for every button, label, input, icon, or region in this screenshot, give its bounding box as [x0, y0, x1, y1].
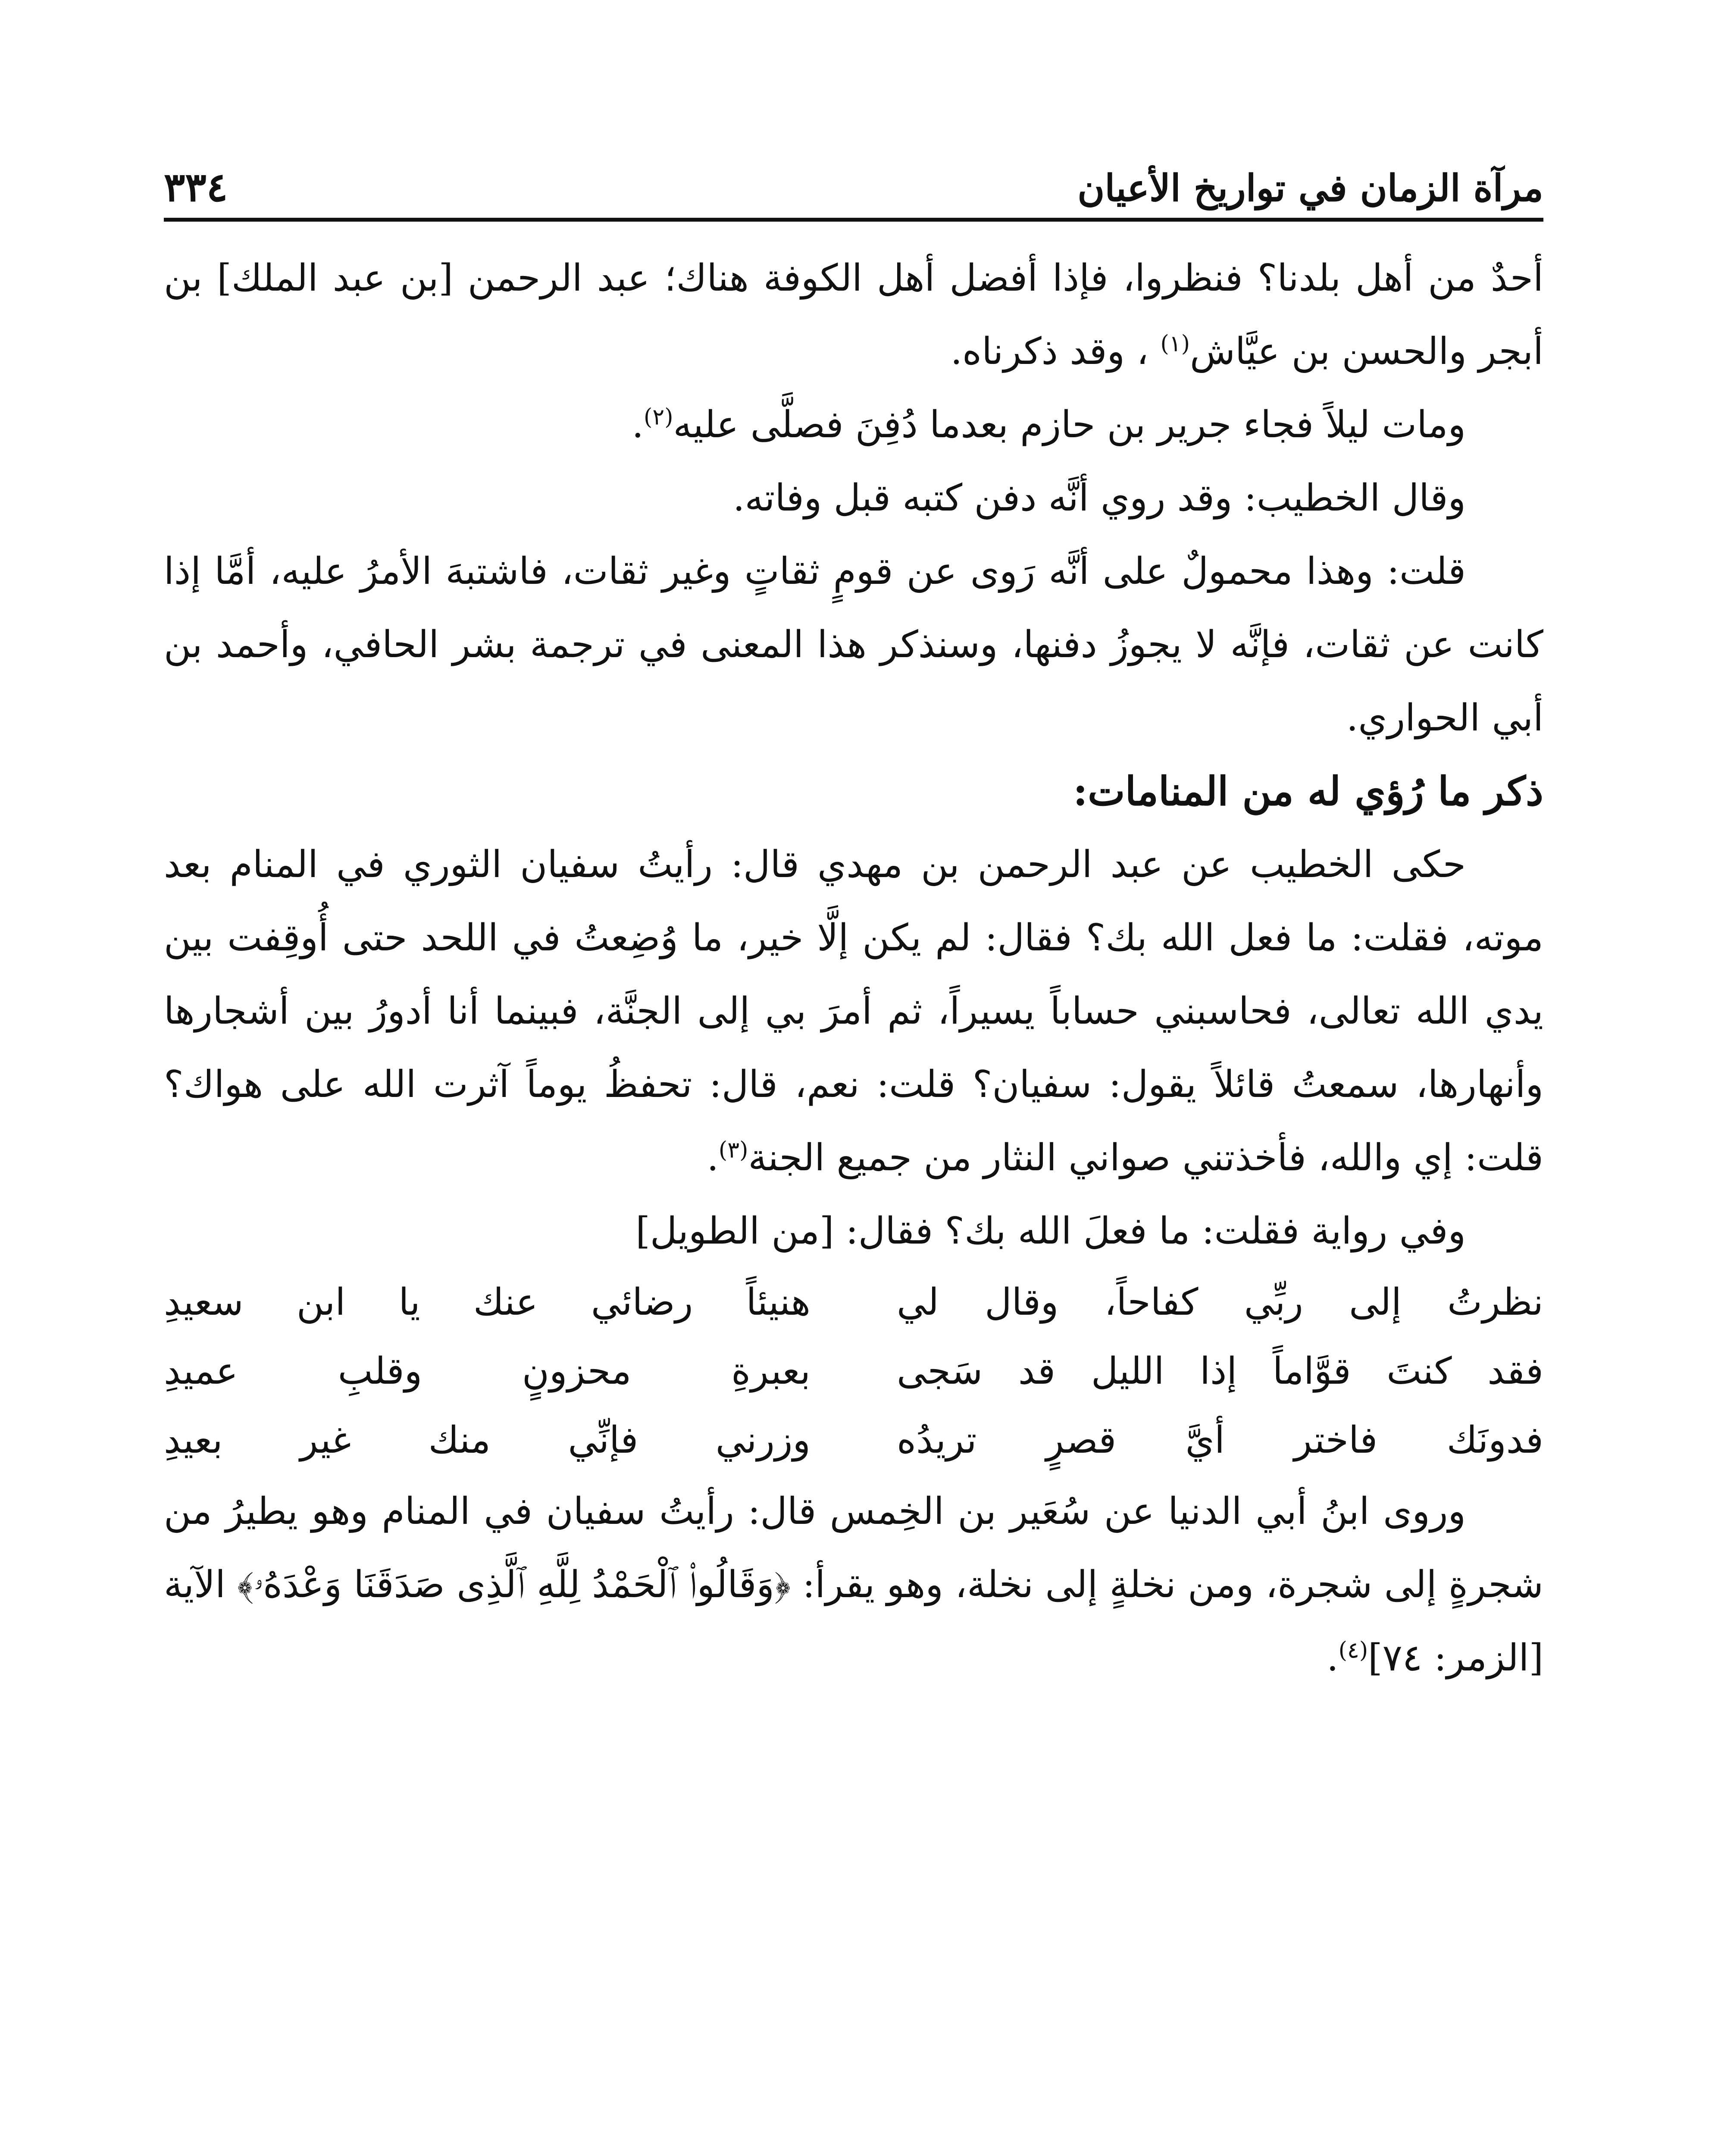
- page-number: ٣٣٤: [164, 164, 228, 210]
- paragraph-4: قلت: وهذا محمولٌ على أنَّه رَوى عن قومٍ ثقاتٍ وغير ثقات، فاشتبهَ الأمرُ عليه، أمَّا إذا كانت عن ثقات، فإنَّه لا يجوزُ دفنها، وسنذكر هذا المعنى في ترجمة بشر الحافي، وأحمد بن أبي الحواري.: [164, 550, 1543, 740]
- book-title: مرآة الزمان في تواريخ الأعيان: [1077, 166, 1543, 210]
- poem-verse: [164, 1337, 1543, 1406]
- footnote-ref-3[interactable]: (٣): [718, 1137, 748, 1163]
- header-rule: [164, 218, 1543, 222]
- paragraph-7: [164, 1475, 1543, 1695]
- paragraph-1-end: ، وقد ذكرناه.: [950, 330, 1161, 373]
- paragraph-2-text: ومات ليلاً فجاء جرير بن حازم بعدما دُفِنَ فصلَّى عليه: [673, 403, 1466, 446]
- paragraph-6: وفي رواية فقلت: ما فعلَ الله بك؟ فقال: [من الطويل]: [635, 1210, 1466, 1253]
- paragraph-1: [164, 241, 1543, 388]
- paragraph-2: [164, 388, 1543, 461]
- paragraph-7-text: وروى ابنُ أبي الدنيا عن سُعَير بن الخِمس قال: رأيتُ سفيان في المنام وهو يطيرُ من شجرةٍ إلى شجرة، ومن نخلةٍ إلى نخلة، وهو يقرأ: ﴿وَقَالُوا۟ ٱلْحَمْدُ لِلَّهِ ٱلَّذِى صَدَقَنَا وَعْدَهُۥ﴾ الآية [الزمر: ٧٤]: [164, 1490, 1543, 1680]
- footnote-ref-2[interactable]: (٢): [644, 404, 673, 430]
- verse-second-hemistich: بعبرةِ محزونٍ وقلبِ عميدِ: [164, 1350, 810, 1393]
- page-header: [164, 142, 1543, 210]
- paragraph-5: [164, 828, 1543, 1194]
- paragraph-5-text: حكى الخطيب عن عبد الرحمن بن مهدي قال: رأيتُ سفيان الثوري في المنام بعد موته، فقلت: ما فعل الله بك؟ فقال: لم يكن إلَّا خير، ما وُضِعتُ في اللحد حتى أُوقِفت بين يدي الله تعالى، فحاسبني حساباً يسيراً، ثم أمرَ بي إلى الجنَّة، فبينما أنا أدورُ بين أشجارها وأنهارها، سمعتُ قائلاً يقول: سفيان؟ قلت: نعم، قال: تحفظُ يوماً آثرت الله على هواك؟ قلت: إي والله، فأخذتني صواني النثار من جميع الجنة: [164, 843, 1543, 1179]
- paragraph-7-end: .: [1327, 1636, 1339, 1680]
- paragraph-1-text: أحدٌ من أهل بلدنا؟ فنظروا، فإذا أفضل أهل الكوفة هناك؛ عبد الرحمن [بن عبد الملك] بن أبجر والحسن بن عيَّاش: [164, 257, 1543, 373]
- section-heading: ذكر ما رُؤي له من المنامات:: [1073, 768, 1543, 815]
- paragraph-5-end: .: [707, 1136, 719, 1179]
- poem-verse: [164, 1406, 1543, 1475]
- poem: [164, 1268, 1543, 1475]
- footnote-ref-4[interactable]: (٤): [1338, 1637, 1368, 1664]
- verse-first-hemistich: فدونَك فاختر أيَّ قصرٍ تريدُه: [897, 1419, 1543, 1462]
- paragraph-3: وقال الخطيب: وقد روي أنَّه دفن كتبه قبل وفاته.: [733, 476, 1466, 520]
- poem-verse: [164, 1268, 1543, 1337]
- main-text: [164, 241, 1543, 1695]
- verse-second-hemistich: هنيئاً رضائي عنك يا ابن سعيدِ: [164, 1281, 810, 1324]
- verse-second-hemistich: وزرني فإنِّي منك غير بعيدِ: [164, 1419, 810, 1462]
- verse-first-hemistich: فقد كنتَ قوَّاماً إذا الليل قد سَجى: [897, 1350, 1543, 1393]
- paragraph-2-end: .: [632, 403, 644, 446]
- footnote-ref-1[interactable]: (١): [1160, 331, 1190, 357]
- verse-first-hemistich: نظرتُ إلى ربِّي كفاحاً، وقال لي: [897, 1281, 1543, 1324]
